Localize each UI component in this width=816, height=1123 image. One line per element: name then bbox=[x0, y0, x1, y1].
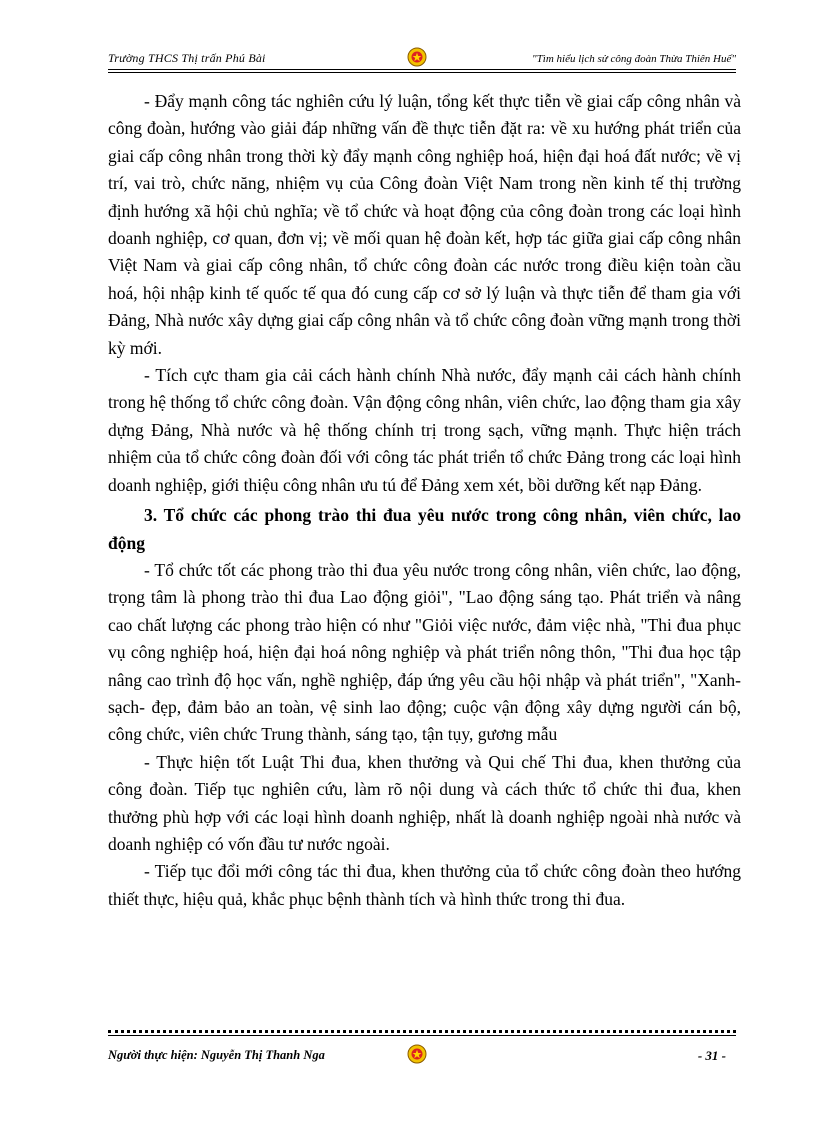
paragraph: - Tổ chức tốt các phong trào thi đua yêu nước trong công nhân, viên chức, lao động, trọng tâm là phong trào thi đua Lao động giỏi", "Lao động sáng tạo. Phát triển và nâng cao chất lượng các phong trào hiện có như "Giỏi việc nước, đảm việc nhà, "Thi đua phục vụ công nghiệp hoá, hiện đại hoá nông nghiệp và phát triển nông thôn, "Thi đua học tập nâng cao trình độ học vấn, nghề nghiệp, đáp ứng yêu cầu hội nhập và phát triển", "Xanh- sạch- đẹp, đảm bảo an toàn, vệ sinh lao động; cuộc vận động xây dựng người cán bộ, công chức, viên chức Trung thành, sáng tạo, tận tụy, gương mẫu bbox=[108, 559, 741, 745]
section-heading: 3. Tổ chức các phong trào thi đua yêu nước trong công nhân, viên chức, lao động bbox=[108, 505, 741, 553]
union-emblem-icon bbox=[407, 1044, 427, 1064]
header-rule bbox=[108, 69, 736, 70]
paragraph: - Tích cực tham gia cải cách hành chính Nhà nước, đẩy mạnh cải cách hành chính trong hệ thống tổ chức công đoàn. Vận động công nhân, viên chức, lao động tham gia xây dựng Đảng, Nhà nước và hệ thống chính trị trong sạch, vững mạnh. Thực hiện trách nhiệm của tổ chức công đoàn đối với công tác phát triển tổ chức Đảng trong các loại hình doanh nghiệp, giới thiệu công nhân ưu tú để Đảng xem xét, bồi dưỡng kết nạp Đảng. bbox=[108, 365, 741, 495]
footer-rule bbox=[108, 1035, 736, 1036]
header-school: Trường THCS Thị trấn Phú Bài bbox=[108, 51, 266, 65]
footer-author: Người thực hiện: Nguyễn Thị Thanh Nga bbox=[108, 1048, 325, 1062]
document-body bbox=[108, 88, 741, 913]
paragraph: - Đẩy mạnh công tác nghiên cứu lý luận, tổng kết thực tiễn về giai cấp công nhân và công đoàn, hướng vào giải đáp những vấn đề thực tiễn đặt ra: về xu hướng phát triển của giai cấp công nhân trong thời kỳ đẩy mạnh công nghiệp hoá, hiện đại hoá đất nước; về vị trí, vai trò, chức năng, nhiệm vụ của Công đoàn Việt Nam trong nền kinh tế thị trường định hướng xã hội chủ nghĩa; về tổ chức và hoạt động của công đoàn trong các loại hình doanh nghiệp, cơ quan, đơn vị; về mối quan hệ đoàn kết, hợp tác giữa giai cấp công nhân Việt Nam và giai cấp công nhân, tổ chức công đoàn các nước trong điều kiện toàn cầu hoá, hội nhập kinh tế quốc tế qua đó cung cấp cơ sở lý luận và thực tiễn để tham gia với Đảng, Nhà nước xây dựng giai cấp công nhân và tổ chức công đoàn vững mạnh trong thời kỳ mới. bbox=[108, 91, 741, 358]
union-emblem-icon bbox=[407, 47, 427, 67]
page-header bbox=[108, 43, 736, 73]
page-number: - 31 - bbox=[697, 1048, 726, 1063]
footer-dotted-rule bbox=[108, 1030, 736, 1033]
page-footer bbox=[108, 1030, 736, 1080]
paragraph: - Thực hiện tốt Luật Thi đua, khen thưởng và Qui chế Thi đua, khen thưởng của công đoàn. Tiếp tục nghiên cứu, làm rõ nội dung và cách thức tổ chức thi đua, khen thưởng phù hợp với các loại hình doanh nghiệp, nhất là doanh nghiệp ngoài nhà nước và doanh nghiệp có vốn đầu tư nước ngoài. bbox=[108, 751, 741, 854]
paragraph: - Tiếp tục đổi mới công tác thi đua, khen thưởng của tổ chức công đoàn theo hướng thiết thực, hiệu quả, khắc phục bệnh thành tích và hình thức trong thi đua. bbox=[108, 861, 741, 909]
header-rule-thin bbox=[108, 72, 736, 73]
header-topic: "Tìm hiểu lịch sử công đoàn Thừa Thiên Huế" bbox=[532, 53, 736, 65]
